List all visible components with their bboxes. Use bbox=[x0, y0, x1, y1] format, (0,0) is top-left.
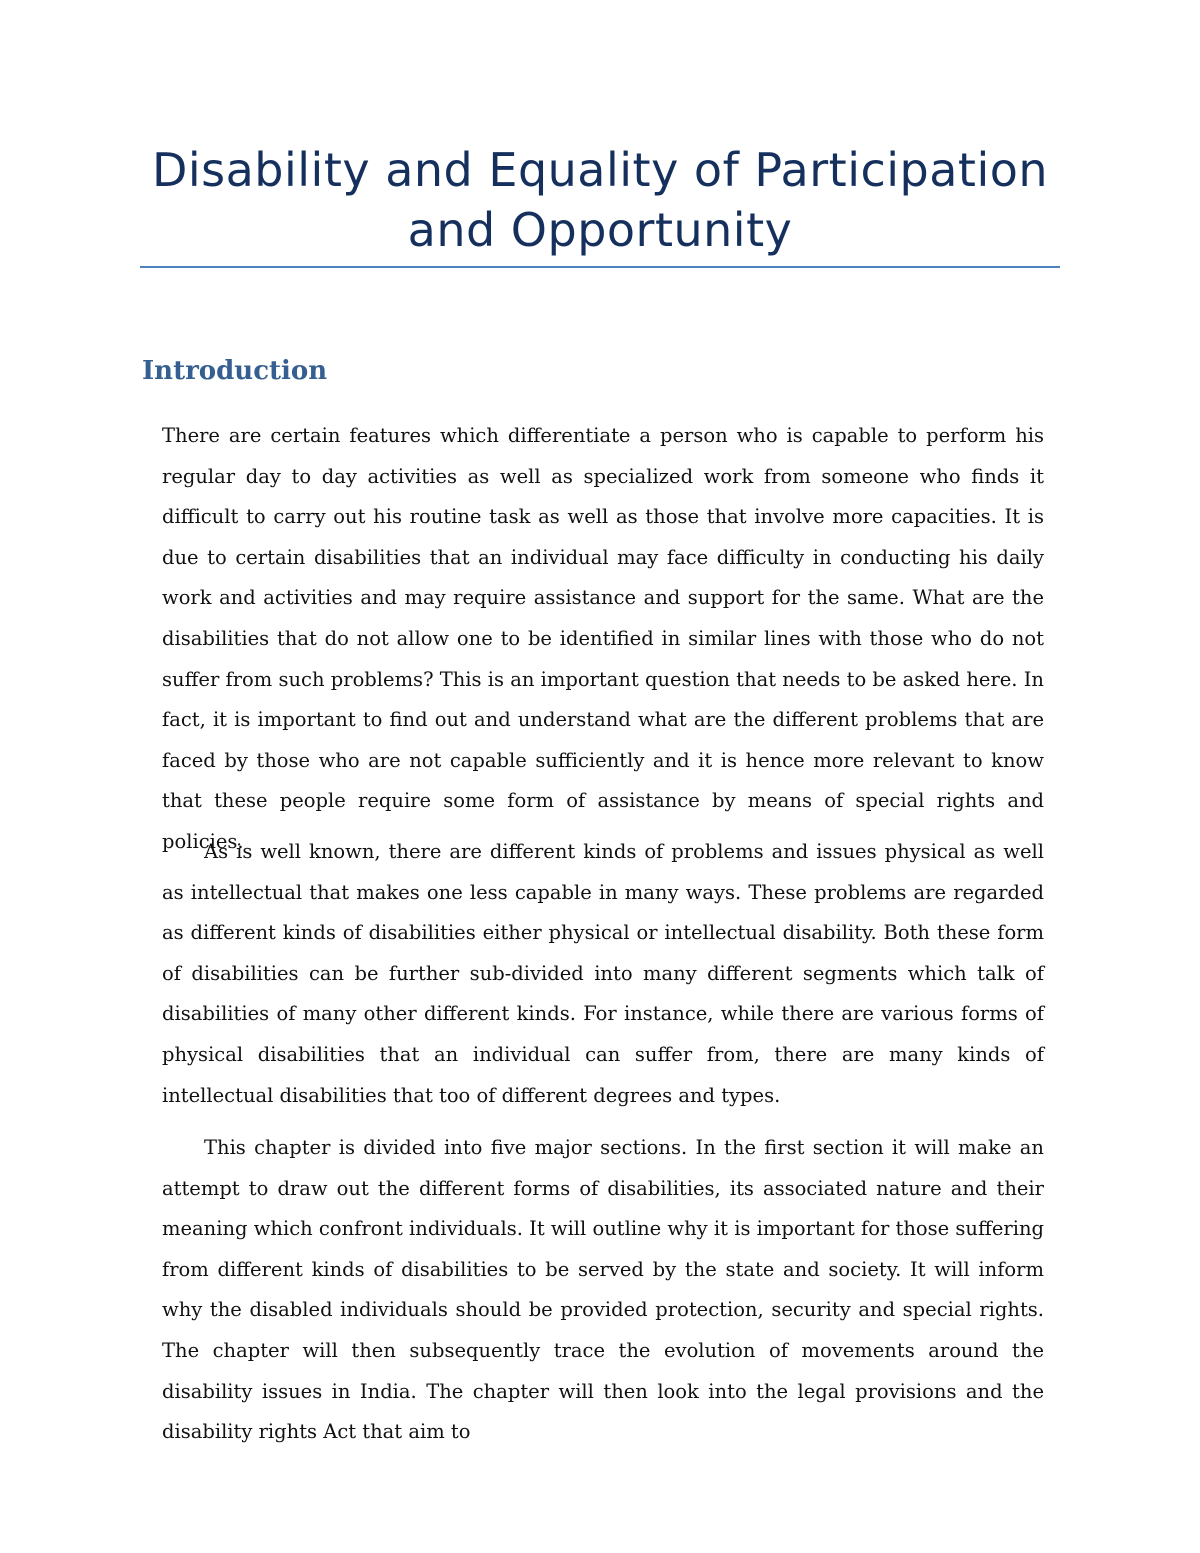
title-underline-divider bbox=[140, 266, 1060, 268]
paragraph-1: There are certain features which differentiate a person who is capable to perform his regular day to day activities as well as specialized work from someone who finds it difficult to carry out his routine task as well as those that involve more capacities. It is due to certain disabilities that an individual may face difficulty in conducting his daily work and activities and may require assistance and support for the same. What are the disabilities that do not allow one to be identified in similar lines with those who do not suffer from such problems? This is an important question that needs to be asked here. In fact, it is important to find out and understand what are the different problems that are faced by those who are not capable sufficiently and it is hence more relevant to know that these people require some form of assistance by means of special rights and policies. bbox=[162, 424, 1044, 853]
section-heading: Introduction bbox=[142, 356, 328, 386]
paragraph-3: This chapter is divided into five major sections. In the first section it will make an attempt to draw out the different forms of disabilities, its associated nature and their meaning which confront individuals. It will outline why it is important for those suffering from different kinds of disabilities to be served by the state and society. It will inform why the disabled individuals should be provided protection, security and special rights. The chapter will then subsequently trace the evolution of movements around the disability issues in India. The chapter will then look into the legal provisions and the disability rights Act that aim to bbox=[162, 1136, 1044, 1444]
paragraph-2: As is well known, there are different kinds of problems and issues physical as well as intellectual that makes one less capable in many ways. These problems are regarded as different kinds of disabilities either physical or intellectual disability. Both these form of disabilities can be further sub-divided into many different segments which talk of disabilities of many other different kinds. For instance, while there are various forms of physical disabilities that an individual can suffer from, there are many kinds of intellectual disabilities that too of different degrees and types. bbox=[162, 840, 1044, 1107]
document-title: Disability and Equality of Participation and Opportunity bbox=[151, 143, 1049, 257]
